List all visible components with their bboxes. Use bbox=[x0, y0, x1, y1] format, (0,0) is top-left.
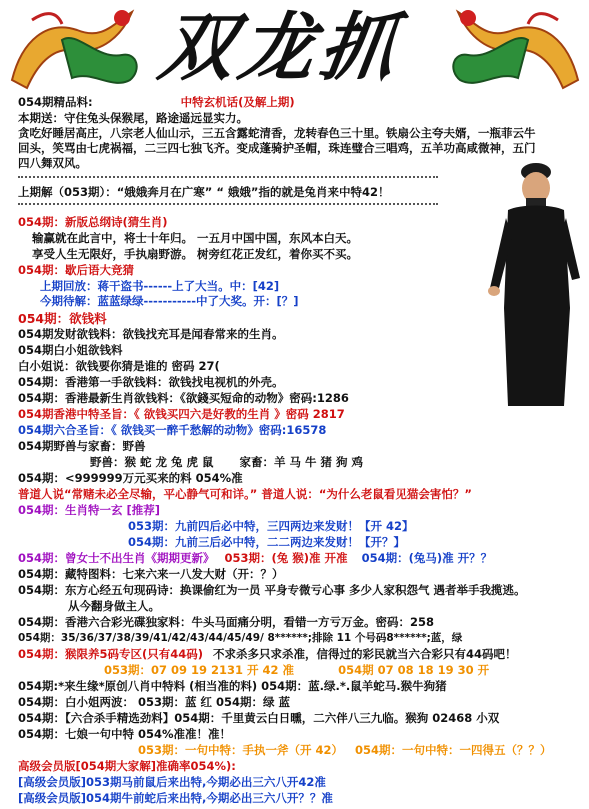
line-killer: 054期：【六合杀手精选劲料】054期：千里黄云白日曛，二六伴八三九临。猴狗 02468 小双 bbox=[18, 711, 500, 725]
line-premium-label: 054期精品料: 中特玄机话(及解上期) bbox=[18, 95, 295, 109]
line-disc: 054期：香港六合彩光碟独家料：牛头马面痛分明，看错一方亏万金。密码：258 bbox=[18, 615, 435, 629]
line-poem-2: 回头，笑骂由七虎祸福，二三四七独飞齐。变成蓬骑护圣帽，珠连璧合三唱鸡，五羊功高咸微神，五门 bbox=[18, 141, 536, 155]
page-title: 双龙抓 bbox=[153, 5, 407, 91]
line-vip-1: [高级会员版]053期马前鼠后来出特,今期必出三六八开42准 bbox=[18, 775, 326, 789]
line-riddle-header: 054期：歇后语大竞猜 bbox=[18, 263, 135, 277]
line-beasts-list: 野兽：猴 蛇 龙 兔 虎 鼠 家畜：羊 马 牛 猪 狗 鸡 bbox=[90, 455, 364, 469]
line-send: 本期送：守住兔头保猴尾，路途遥远显实力。 bbox=[18, 111, 248, 125]
line-money-7: 054期六合圣旨：《 欲钱买一醉千愁解的动物》密码:16578 bbox=[18, 423, 327, 437]
line-riddle-now: 今期待解：蓝蓝绿绿-----------中了大奖。开：[？] bbox=[40, 294, 299, 308]
line-east-poem: 054期：东方心经五句现码诗：换课偷红为一员 平身专微亏心事 多少人家积怨气 遇者举手我揽逃。 bbox=[18, 583, 526, 597]
line-zodiac-1: 053期：九前四后必中特，三四两边来发财！【开 42】 bbox=[128, 519, 414, 533]
line-eight-zodiac: 054期:*来生缘*原创八肖中特料 (相当准的料) 054期：蓝.绿.*.鼠羊蛇马.猴牛狗猪 bbox=[18, 679, 447, 693]
line-beasts: 054期野兽与家畜：野兽 bbox=[18, 439, 146, 453]
line-money-2: 054期白小姐欲钱料 bbox=[18, 343, 123, 357]
line-numbers: 054期：35/36/37/38/39/41/42/43/44/45/49/ 8******;排除 11 个号码8******;蓝，绿 bbox=[18, 632, 463, 644]
right-dragon-image bbox=[440, 0, 588, 96]
line-codes: 053期：07 09 19 2131 开 42 准 054期 07 08 18 19 30 开 bbox=[104, 663, 490, 677]
line-two-waves: 054期：白小姐两波： 053期：蓝 红 054期：绿 蓝 bbox=[18, 695, 291, 709]
line-money-6: 054期香港中特圣旨：《 欲钱买四六是好教的生肖 》密码 2817 bbox=[18, 407, 345, 421]
left-dragon-image bbox=[2, 0, 152, 96]
man-photo-image bbox=[486, 158, 582, 408]
line-money-header: 054期：欲钱料 bbox=[18, 311, 107, 326]
line-money-4: 054期：香港第一手欲钱料：欲钱找电视机的外壳。 bbox=[18, 375, 284, 389]
line-zodiac-header: 054期：生肖特一玄 [推荐] bbox=[18, 503, 161, 517]
line-vip-header: 高级会员版[054期大家解]准确率054%): bbox=[18, 759, 236, 773]
line-riddle-last: 上期回放：蒋干盗书------上了大当。中：[42] bbox=[40, 279, 280, 293]
line-money-1: 054期发财欲钱料：欲钱找充耳是闻春常来的生肖。 bbox=[18, 327, 284, 341]
line-ms-zeng: 054期：曾女士不出生肖《期期更新》 053期：(兔 猴)准 开准 054期：(兔马)准 开？？ bbox=[18, 551, 493, 565]
line-vip-2: [高级会员版]054期牛前蛇后来出特,今期必出三六八开？？准 bbox=[18, 791, 333, 805]
line-zodiac-2: 054期：九前三后必中特，二二两边来发财！【开？】 bbox=[128, 535, 406, 549]
divider bbox=[18, 176, 438, 178]
line-new-poem-header: 054期：新版总纲诗(猜生肖) bbox=[18, 215, 168, 229]
line-seven-lady: 054期：七娘一句中特 054%准准！准！ bbox=[18, 727, 232, 741]
line-one-phrase: 053期：一句中特：手执一斧（开 42） 054期：一句中特：一四得五（？？） bbox=[138, 743, 552, 757]
line-money-3: 白小姐说：欲钱要你猜是谁的 密码 27( bbox=[18, 359, 220, 373]
line-new-poem-2: 享受人生无限好，手执扇野游。 树旁红花正发红，着你买不买。 bbox=[32, 247, 359, 261]
line-poem-1: 贪吃好睡居高庄，八宗老人仙山示，三五含露蛇清香，龙转春色三十里。铁扇公主夸夫婿，一瓶菲云牛 bbox=[18, 126, 536, 140]
line-new-poem-1: 输赢就在此言中，将士十年归。 一五月中国中国，东风本白天。 bbox=[32, 231, 359, 245]
line-price: 054期：<999999万元买来的料 054%准 bbox=[18, 471, 243, 485]
divider bbox=[18, 203, 438, 205]
line-money-5: 054期：香港最新生肖欲钱料：《欲錢买短命的动物》密码:1286 bbox=[18, 391, 349, 405]
line-poem-3: 四八舞双风。 bbox=[18, 156, 87, 170]
line-monkey: 054期：猴限养5码专区(只有44码) 不求杀多只求杀准，信得过的彩民就当六合彩只有44码吧！ bbox=[18, 647, 517, 661]
line-east-poem-2: 从今翻身做主人。 bbox=[68, 599, 160, 613]
line-treasure: 054期：藏特图料：七来六来一八发大财（开：？） bbox=[18, 567, 284, 581]
line-taoist: 普道人说“常赌未必全尽输，平心静气可和详。” 普道人说：“为什么老鼠看见猫会害怕？” bbox=[18, 487, 472, 501]
line-last-issue: 上期解（053期）：“娥娥奔月在广寒” “ 娥娥”指的就是兔肖来中特42！ bbox=[18, 185, 390, 199]
